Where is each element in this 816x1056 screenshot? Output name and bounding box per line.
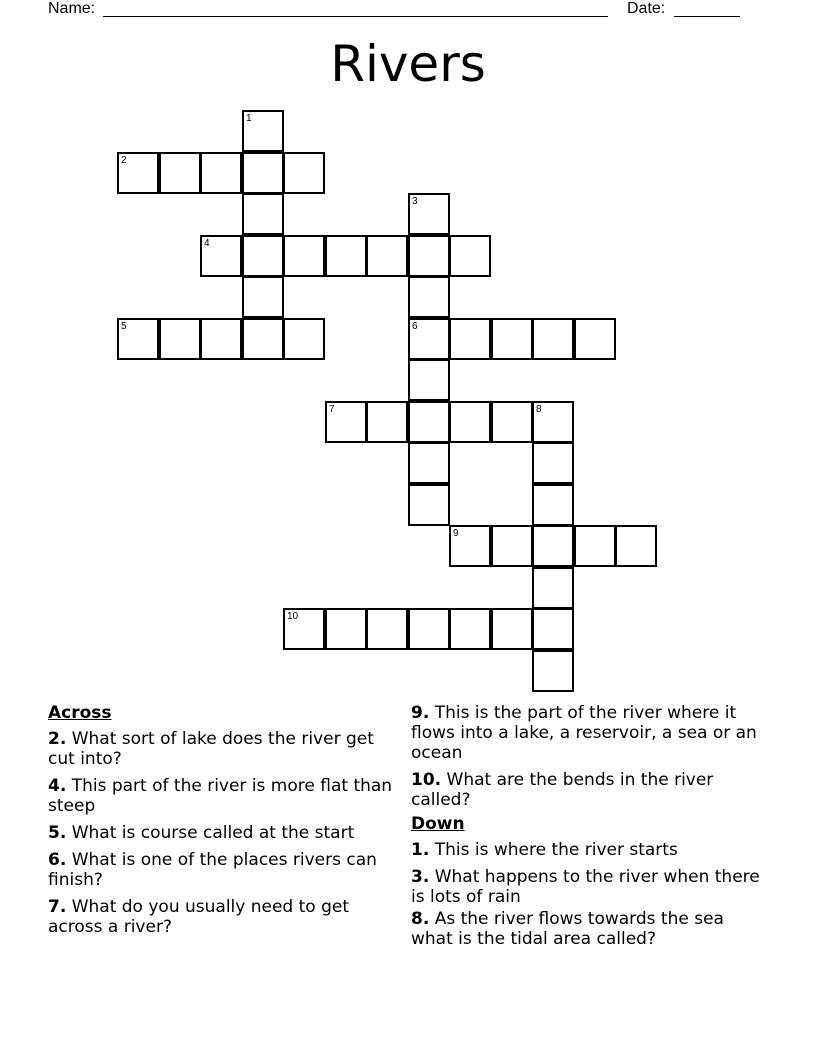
clue-text: What are the bends in the river called? bbox=[411, 770, 714, 810]
grid-cell[interactable] bbox=[408, 442, 450, 484]
date-label: Date: bbox=[627, 0, 666, 17]
grid-cell[interactable] bbox=[242, 110, 284, 152]
grid-cell[interactable] bbox=[532, 484, 574, 526]
grid-cell[interactable] bbox=[283, 608, 325, 650]
clue-text: What is course called at the start bbox=[66, 823, 355, 843]
grid-cell[interactable] bbox=[117, 152, 159, 194]
grid-cell[interactable] bbox=[242, 193, 284, 235]
clue-text: What do you usually need to get across a river? bbox=[48, 897, 350, 937]
grid-cell[interactable] bbox=[449, 525, 491, 567]
grid-cell[interactable] bbox=[449, 318, 491, 360]
name-label: Name: bbox=[48, 0, 96, 17]
cell-number: 9 bbox=[453, 528, 459, 539]
grid-cell[interactable] bbox=[242, 152, 284, 194]
grid-cell[interactable] bbox=[532, 401, 574, 443]
cell-number: 8 bbox=[536, 404, 542, 415]
grid-cell[interactable] bbox=[408, 608, 450, 650]
grid-cell[interactable] bbox=[532, 608, 574, 650]
grid-cell[interactable] bbox=[491, 608, 533, 650]
grid-cell[interactable] bbox=[159, 318, 201, 360]
clue-across-2 bbox=[48, 729, 393, 769]
clue-down-1 bbox=[411, 840, 771, 860]
grid-cell[interactable] bbox=[283, 152, 325, 194]
clue-text: This part of the river is more flat than steep bbox=[48, 776, 393, 816]
grid-cell[interactable] bbox=[491, 401, 533, 443]
grid-cell[interactable] bbox=[449, 401, 491, 443]
clue-text: What is one of the places rivers can finish? bbox=[48, 850, 377, 890]
cell-number: 2 bbox=[121, 155, 127, 166]
clue-text: This is the part of the river where it flows into a lake, a reservoir, a sea or an ocean bbox=[411, 703, 757, 763]
clue-text: What happens to the river when there is lots of rain bbox=[411, 867, 760, 907]
grid-cell[interactable] bbox=[242, 318, 284, 360]
grid-cell[interactable] bbox=[366, 235, 408, 277]
grid-cell[interactable] bbox=[283, 235, 325, 277]
clue-text: This is where the river starts bbox=[429, 840, 678, 860]
clue-number: 6. bbox=[48, 850, 67, 870]
cell-number: 5 bbox=[121, 321, 127, 332]
cell-number: 4 bbox=[204, 238, 210, 249]
grid-cell[interactable] bbox=[574, 318, 616, 360]
grid-cell[interactable] bbox=[408, 276, 450, 318]
grid-cell[interactable] bbox=[408, 318, 450, 360]
clue-number: 3. bbox=[411, 867, 430, 887]
grid-cell[interactable] bbox=[117, 318, 159, 360]
grid-cell[interactable] bbox=[491, 525, 533, 567]
clue-down-3 bbox=[411, 867, 771, 907]
cell-number: 6 bbox=[412, 321, 418, 332]
across-heading: Across bbox=[48, 703, 112, 723]
grid-cell[interactable] bbox=[574, 525, 616, 567]
clue-number: 1. bbox=[411, 840, 430, 860]
grid-cell[interactable] bbox=[242, 276, 284, 318]
clue-text: As the river flows towards the sea what is the tidal area called? bbox=[411, 909, 724, 949]
clue-down-8 bbox=[411, 909, 771, 949]
grid-cell[interactable] bbox=[408, 484, 450, 526]
grid-cell[interactable] bbox=[615, 525, 657, 567]
grid-cell[interactable] bbox=[366, 401, 408, 443]
clue-number: 10. bbox=[411, 770, 442, 790]
grid-cell[interactable] bbox=[283, 318, 325, 360]
clue-across-9 bbox=[411, 703, 771, 763]
grid-cell[interactable] bbox=[532, 650, 574, 692]
grid-cell[interactable] bbox=[408, 235, 450, 277]
grid-cell[interactable] bbox=[408, 401, 450, 443]
page-title: Rivers bbox=[330, 35, 486, 93]
grid-cell[interactable] bbox=[532, 442, 574, 484]
grid-cell[interactable] bbox=[532, 318, 574, 360]
clue-text: What sort of lake does the river get cut into? bbox=[48, 729, 374, 769]
cell-number: 10 bbox=[287, 611, 299, 622]
grid-cell[interactable] bbox=[449, 235, 491, 277]
grid-cell[interactable] bbox=[200, 318, 242, 360]
clues-column-right bbox=[411, 703, 771, 956]
grid-cell[interactable] bbox=[325, 608, 367, 650]
cell-number: 7 bbox=[329, 404, 335, 415]
clue-across-7 bbox=[48, 897, 393, 937]
clues-column-left bbox=[48, 703, 393, 944]
clue-number: 9. bbox=[411, 703, 430, 723]
grid-cell[interactable] bbox=[159, 152, 201, 194]
grid-cell[interactable] bbox=[408, 193, 450, 235]
grid-cell[interactable] bbox=[532, 525, 574, 567]
cell-number: 3 bbox=[412, 196, 418, 207]
clue-across-6 bbox=[48, 850, 393, 890]
grid-cell[interactable] bbox=[200, 235, 242, 277]
clue-number: 8. bbox=[411, 909, 430, 929]
clue-across-5 bbox=[48, 823, 393, 843]
grid-cell[interactable] bbox=[532, 567, 574, 609]
clue-number: 7. bbox=[48, 897, 67, 917]
grid-cell[interactable] bbox=[408, 359, 450, 401]
grid-cell[interactable] bbox=[200, 152, 242, 194]
clue-number: 5. bbox=[48, 823, 67, 843]
down-heading: Down bbox=[411, 814, 465, 834]
grid-cell[interactable] bbox=[325, 235, 367, 277]
grid-cell[interactable] bbox=[449, 608, 491, 650]
clue-number: 4. bbox=[48, 776, 67, 796]
clue-across-4 bbox=[48, 776, 393, 816]
clue-across-10 bbox=[411, 770, 771, 810]
clue-number: 2. bbox=[48, 729, 67, 749]
grid-cell[interactable] bbox=[325, 401, 367, 443]
grid-cell[interactable] bbox=[366, 608, 408, 650]
grid-cell[interactable] bbox=[491, 318, 533, 360]
grid-cell[interactable] bbox=[242, 235, 284, 277]
cell-number: 1 bbox=[246, 113, 252, 124]
